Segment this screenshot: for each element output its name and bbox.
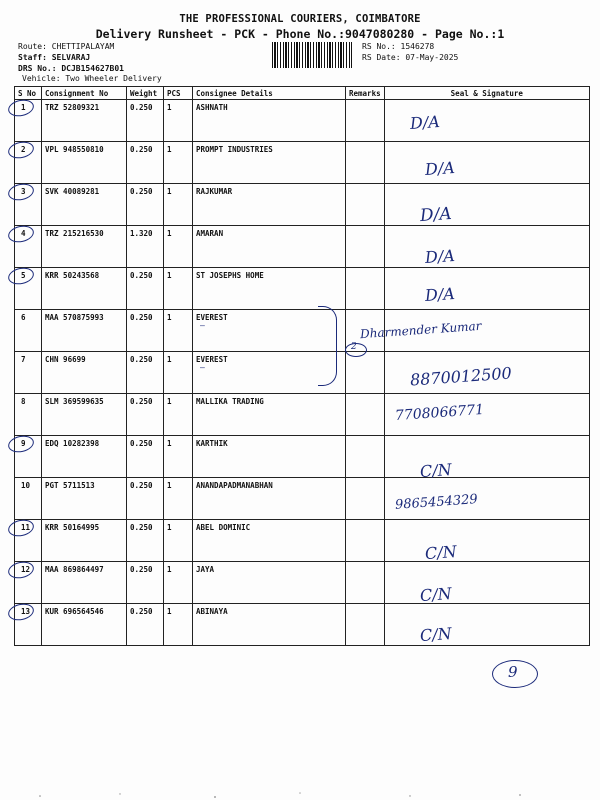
row-details: RAJKUMAR [193,184,346,226]
row-sno: 8 [15,394,42,436]
handwritten-signature: 9865454329 [394,492,479,513]
table-row [15,436,590,478]
row-pcs: 1 [164,100,193,142]
bracket-mark [318,306,337,386]
row-pcs: 1 [164,436,193,478]
row-sno: 2 [15,142,42,184]
row-consignment: MAA 570875993 [42,310,127,352]
row-remarks [346,562,385,604]
row-remarks [346,604,385,646]
row-consignment: MAA 869864497 [42,562,127,604]
runsheet-subtitle: Delivery Runsheet - PCK - Phone No.:9047080280 - Page No.:1 [95,27,505,41]
row-signature-cell [384,268,589,310]
row-signature-cell [384,436,589,478]
staff-label: Staff: SELVARAJ [18,53,91,62]
row-signature-cell [384,604,589,646]
row-remarks [346,226,385,268]
row-details: EVEREST [193,352,346,394]
handwritten-signature: 8870012500 [409,363,513,390]
row-pcs: 1 [164,184,193,226]
table-row [15,100,590,142]
rs-date-label: RS Date: 07-May-2025 [362,53,459,62]
row-weight: 0.250 [127,394,164,436]
row-sno: 12 [15,562,42,604]
row-sno: 5 [15,268,42,310]
handwritten-signature: D/A [424,283,456,306]
handwritten-signature: C/N [419,623,453,646]
handwritten-signature: D/A [424,157,456,180]
row-pcs: 1 [164,478,193,520]
row-details: ABEL DOMINIC [193,520,346,562]
row-details: KARTHIK [193,436,346,478]
row-signature-cell [384,520,589,562]
dash-mark: — [200,363,205,372]
row-consignment: TRZ 215216530 [42,226,127,268]
row-pcs: 1 [164,394,193,436]
row-details: AMARAN [193,226,346,268]
row-consignment: TRZ 52809321 [42,100,127,142]
meta-right-block [362,41,458,63]
row-weight: 0.250 [127,604,164,646]
row-details: ABINAYA [193,604,346,646]
handwritten-signature: D/A [419,203,453,227]
col-pcs: PCS [164,87,193,100]
row-pcs: 1 [164,562,193,604]
table-row [15,226,590,268]
col-sno: S No [15,87,42,100]
handwritten-signature: D/A [409,111,441,134]
handwritten-signature: C/N [419,459,453,482]
handwritten-signature: Dharmender Kumar [359,318,482,342]
row-signature-cell [384,184,589,226]
row-weight: 0.250 [127,184,164,226]
table-row [15,604,590,646]
row-remarks [346,268,385,310]
row-weight: 0.250 [127,142,164,184]
row-sno: 9 [15,436,42,478]
row-sno: 6 [15,310,42,352]
row-details: EVEREST [193,310,346,352]
row-remarks [346,520,385,562]
row-pcs: 1 [164,142,193,184]
row-weight: 0.250 [127,352,164,394]
table-header-row [15,87,590,100]
row-signature-cell [384,142,589,184]
col-remarks: Remarks [346,87,385,100]
table-row [15,184,590,226]
handwritten-signature: D/A [424,245,456,268]
row-consignment: EDQ 10282398 [42,436,127,478]
row-consignment: VPL 948550810 [42,142,127,184]
col-details: Consignee Details [193,87,346,100]
row-sno: 10 [15,478,42,520]
meta-left-block [18,41,124,74]
row-sno: 1 [15,100,42,142]
route-label: Route: CHETTIPALAYAM [18,42,115,51]
row-remarks [346,394,385,436]
rs-no-label: RS No.: 1546278 [362,42,435,51]
row-consignment: CHN 96699 [42,352,127,394]
row-pcs: 1 [164,310,193,352]
row-details: ANANDAPADMANABHAN [193,478,346,520]
row-sno: 3 [15,184,42,226]
handwritten-signature: C/N [424,541,458,564]
row-consignment: SLM 369599635 [42,394,127,436]
row-signature-cell [384,562,589,604]
scan-noise [0,790,600,800]
barcode [272,42,352,68]
table-row [15,478,590,520]
table-row [15,268,590,310]
row-consignment: SVK 40089281 [42,184,127,226]
row-sno: 13 [15,604,42,646]
row-weight: 0.250 [127,310,164,352]
row-sno: 11 [15,520,42,562]
table-row [15,394,590,436]
row-details: PROMPT INDUSTRIES [193,142,346,184]
row-weight: 0.250 [127,562,164,604]
row-sno: 4 [15,226,42,268]
company-title: THE PROFESSIONAL COURIERS, COIMBATORE [179,13,421,25]
row-consignment: KUR 696564546 [42,604,127,646]
row-pcs: 1 [164,520,193,562]
row-consignment: KRR 50243568 [42,268,127,310]
row-sno: 7 [15,352,42,394]
row-weight: 1.320 [127,226,164,268]
row-consignment: PGT 5711513 [42,478,127,520]
row-weight: 0.250 [127,100,164,142]
row-remarks [346,142,385,184]
row-remarks [346,352,385,394]
row-remarks [346,478,385,520]
row-pcs: 1 [164,352,193,394]
row-pcs: 1 [164,268,193,310]
row-details: MALLIKA TRADING [193,394,346,436]
table-row [15,310,590,352]
row-remarks [346,100,385,142]
vehicle-label: Vehicle: Two Wheeler Delivery [22,74,162,83]
table-row [15,142,590,184]
footer-circle-text: 9 [508,663,518,681]
col-consignment: Consignment No [42,87,127,100]
row-details: ASHNATH [193,100,346,142]
handwritten-signature: 7708066771 [394,401,485,425]
row-pcs: 1 [164,226,193,268]
remarks-circle-text: 2 [351,342,357,352]
table-row [15,562,590,604]
col-signature: Seal & Signature [384,87,589,100]
row-weight: 0.250 [127,268,164,310]
row-details: ST JOSEPHS HOME [193,268,346,310]
drs-label: DRS No.: DCJB154627B01 [18,64,124,73]
row-consignment: KRR 50164995 [42,520,127,562]
row-signature-cell [384,226,589,268]
row-weight: 0.250 [127,436,164,478]
row-pcs: 1 [164,604,193,646]
row-weight: 0.250 [127,478,164,520]
row-details: JAYA [193,562,346,604]
handwritten-signature: C/N [419,583,453,606]
table-row [15,520,590,562]
dash-mark: — [200,321,205,330]
row-remarks [346,184,385,226]
row-weight: 0.250 [127,520,164,562]
row-remarks [346,436,385,478]
col-weight: Weight [127,87,164,100]
